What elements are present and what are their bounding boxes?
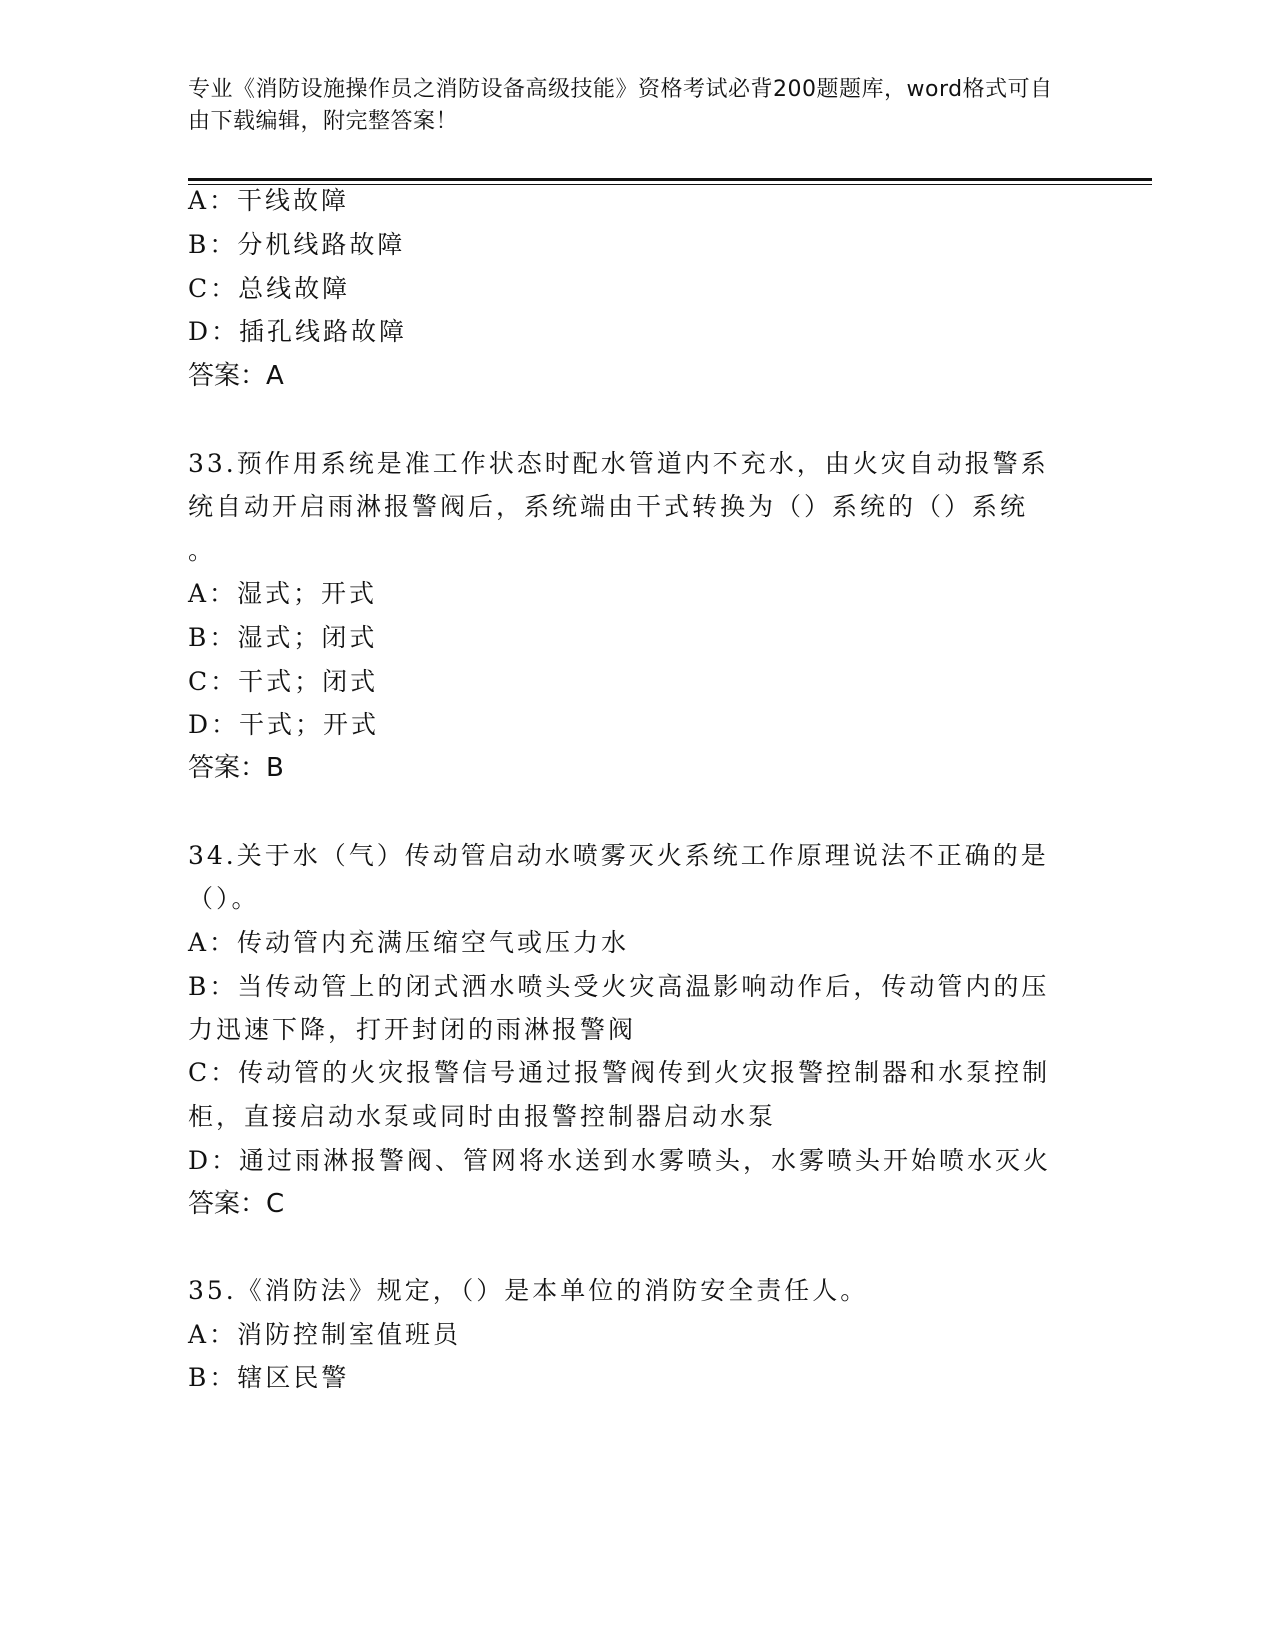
q34-option-b-line-1: B：当传动管上的闭式洒水喷头受火灾高温影响动作后，传动管内的压 xyxy=(188,972,1050,1001)
q33-stem-line-3: 。 xyxy=(188,536,217,565)
q35-option-a: A：消防控制室值班员 xyxy=(188,1320,462,1349)
q33-option-b: B：湿式；闭式 xyxy=(188,623,378,652)
q34-option-a: A：传动管内充满压缩空气或压力水 xyxy=(188,928,630,957)
q34-option-c-line-2: 柜，直接启动水泵或同时由报警控制器启动水泵 xyxy=(188,1102,777,1131)
q34-answer: 答案：C xyxy=(188,1189,285,1219)
q33-stem-line-1: 33.预作用系统是准工作状态时配水管道内不充水，由火灾自动报警系 xyxy=(188,449,1049,478)
q33-option-a: A：湿式；开式 xyxy=(188,579,378,608)
q34-option-d: D：通过雨淋报警阀、管网将水送到水雾喷头，水雾喷头开始喷水灭火 xyxy=(188,1146,1052,1175)
q32-option-d: D：插孔线路故障 xyxy=(188,317,408,346)
q32-option-c: C：总线故障 xyxy=(188,274,351,303)
q33-answer: 答案：B xyxy=(188,753,284,783)
document-header: 专业《消防设施操作员之消防设备高级技能》资格考试必背200题题库，word格式可自由下载编辑，附完整答案！ xyxy=(188,77,1053,134)
q33-stem-line-2: 统自动开启雨淋报警阀后，系统端由干式转换为（）系统的（）系统 xyxy=(188,492,1029,521)
q33-option-d: D：干式；开式 xyxy=(188,710,380,739)
q32-answer: 答案：A xyxy=(188,361,284,391)
q35-option-b: B：辖区民警 xyxy=(188,1363,350,1392)
q33-option-c: C：干式；闭式 xyxy=(188,667,379,696)
header-divider-thick xyxy=(188,178,1152,181)
q34-option-c-line-1: C：传动管的火灾报警信号通过报警阀传到火灾报警控制器和水泵控制 xyxy=(188,1058,1051,1087)
q34-stem-line-2: （）。 xyxy=(188,884,260,913)
q34-stem-line-1: 34.关于水（气）传动管启动水喷雾灭火系统工作原理说法不正确的是 xyxy=(188,841,1049,870)
q32-option-b: B：分机线路故障 xyxy=(188,230,406,259)
q34-option-b-line-2: 力迅速下降，打开封闭的雨淋报警阀 xyxy=(188,1015,637,1044)
q35-stem-line-1: 35.《消防法》规定，（）是本单位的消防安全责任人。 xyxy=(188,1276,869,1305)
q32-option-a: A：干线故障 xyxy=(188,186,350,215)
